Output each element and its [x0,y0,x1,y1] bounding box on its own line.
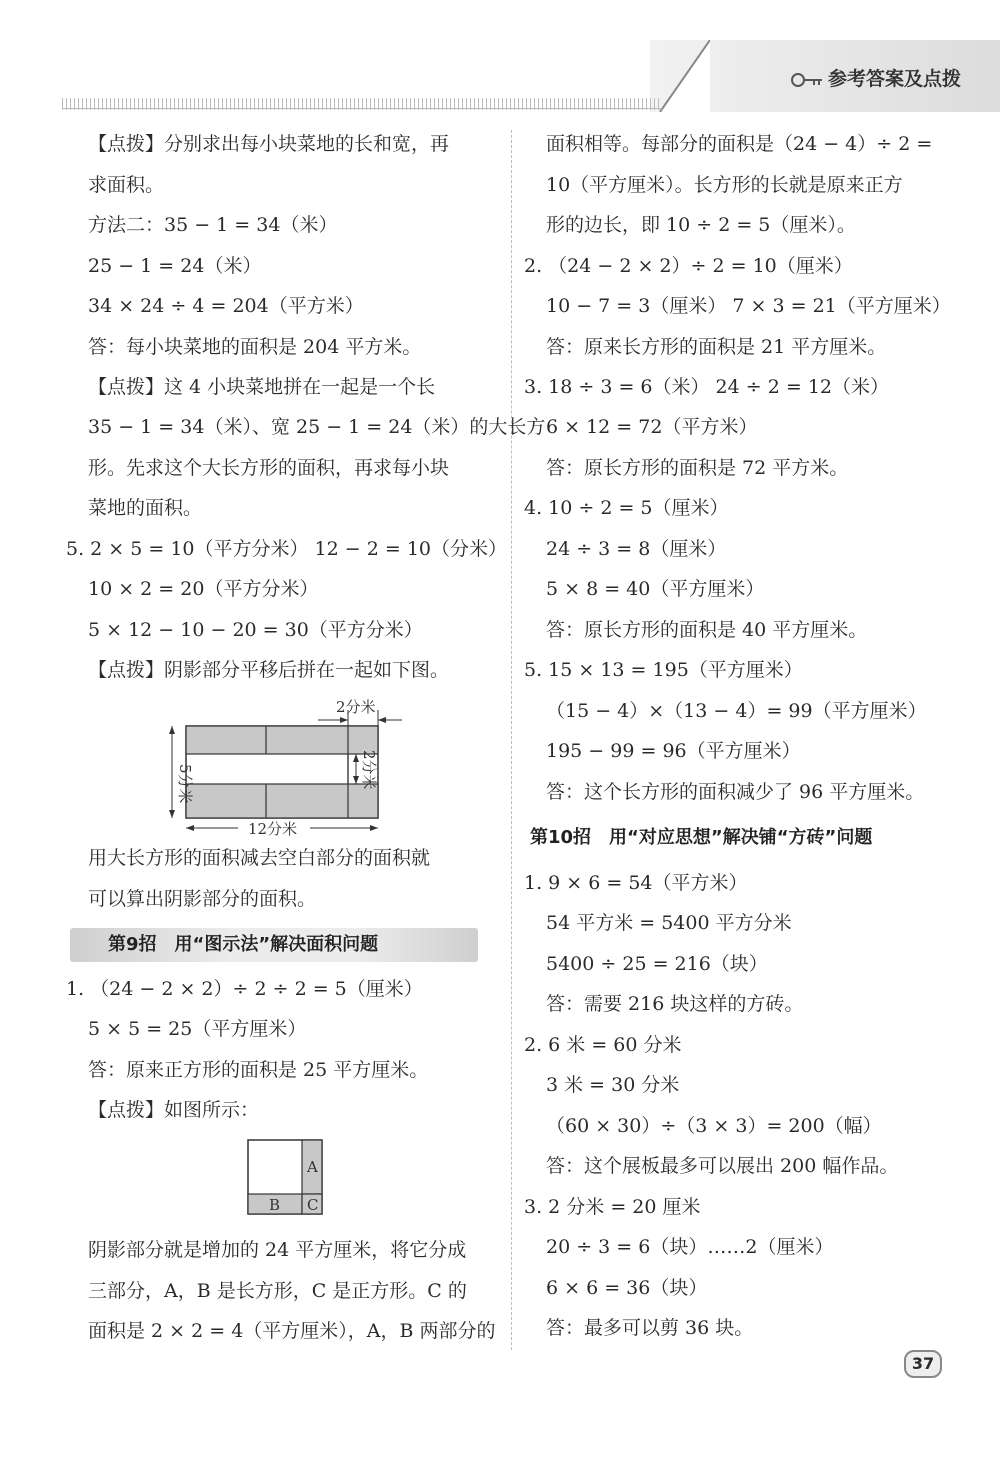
right-line: 4. 10 ÷ 2 = 5（厘米） [524,497,729,519]
left-line: 菜地的面积。 [88,497,203,519]
left-line: 形。先求这个大长方形的面积，再求每小块 [88,457,450,479]
left-line: 1. （24 − 2 × 2）÷ 2 ÷ 2 = 5（厘米） [66,978,423,1000]
right-line: 3. 18 ÷ 3 = 6（米） 24 ÷ 2 = 12（米） [524,376,889,398]
page-number: 37 [904,1350,942,1378]
shaded-strip-bottom [186,784,378,818]
left-line: 答：原来正方形的面积是 25 平方厘米。 [88,1059,429,1081]
right-line: 24 ÷ 3 = 8（厘米） [546,538,727,560]
left-line: 5 × 12 − 10 − 20 = 30（平方分米） [88,619,423,641]
right-line: 54 平方米 = 5400 平方分米 [546,912,792,934]
left-line: 三部分，A，B 是长方形，C 是正方形。C 的 [88,1280,467,1302]
section-heading-10: 第10招 用“对应思想”解决铺“方砖”问题 [530,827,873,848]
right-line: 形的边长，即 10 ÷ 2 = 5（厘米）。 [546,214,856,236]
right-line: 5 × 8 = 40（平方厘米） [546,578,765,600]
key-icon [790,72,824,88]
right-line: 5400 ÷ 25 = 216（块） [546,953,768,975]
right-line: 3 米 = 30 分米 [546,1074,680,1096]
left-line: 面积是 2 × 2 = 4（平方厘米），A，B 两部分的 [88,1320,496,1342]
right-line: 1. 9 × 6 = 54（平方米） [524,872,748,894]
right-line: （15 − 4）×（13 − 4）= 99（平方厘米） [546,700,927,722]
left-line: 【点拨】阴影部分平移后拼在一起如下图。 [88,659,450,681]
region-a-label: A [307,1158,318,1176]
right-line: 答：原长方形的面积是 72 平方米。 [546,457,849,479]
fig1-left-label: 5分米 [176,764,194,804]
left-line: 【点拨】这 4 小块菜地拼在一起是一个长 [88,376,436,398]
right-line: 答：需要 216 块这样的方砖。 [546,993,804,1015]
left-line: 可以算出阴影部分的面积。 [88,888,317,910]
right-line: 20 ÷ 3 = 6（块）……2（厘米） [546,1236,834,1258]
left-line: 25 − 1 = 24（米） [88,255,262,277]
figure-square-abc [244,1138,324,1218]
left-line: 方法二：35 − 1 = 34（米） [88,214,338,236]
left-line: 求面积。 [88,174,165,196]
fig1-bottom-label: 12分米 [248,820,298,838]
right-line: 2. （24 − 2 × 2）÷ 2 = 10（厘米） [524,255,853,277]
right-line: 5. 15 × 13 = 195（平方厘米） [524,659,803,681]
right-line: 10（平方厘米）。长方形的长就是原来正方 [546,174,903,196]
fig1-top-label: 2分米 [336,698,376,716]
column-divider [511,130,512,1350]
right-line: 答：这个展板最多可以展出 200 幅作品。 [546,1155,899,1177]
right-line: 答：这个长方形的面积减少了 96 平方厘米。 [546,781,925,803]
right-line: 195 − 99 = 96（平方厘米） [546,740,801,762]
right-line: 答：原来长方形的面积是 21 平方厘米。 [546,336,887,358]
left-line: 10 × 2 = 20（平方分米） [88,578,319,600]
left-line: 5. 2 × 5 = 10（平方分米） 12 − 2 = 10（分米） [66,538,507,560]
left-line: 34 × 24 ÷ 4 = 204（平方米） [88,295,364,317]
section-heading-9: 第9招 用“图示法”解决面积问题 [70,928,478,962]
shaded-strip-top [186,726,378,754]
right-line: 6 × 12 = 72（平方米） [546,416,758,438]
region-c-label: C [307,1196,319,1214]
figure-shaded-strips [150,690,420,838]
right-line: 答：最多可以剪 36 块。 [546,1317,754,1339]
right-line: 10 − 7 = 3（厘米） 7 × 3 = 21（平方厘米） [546,295,951,317]
header-title: 参考答案及点拨 [828,68,962,90]
left-line: 35 − 1 = 34（米）、宽 25 − 1 = 24（米）的大长方 [88,416,546,438]
fig1-right-label: 2分米 [360,750,378,790]
right-line: （60 × 30）÷（3 × 3）= 200（幅） [546,1115,882,1137]
left-line: 答：每小块菜地的面积是 204 平方米。 [88,336,422,358]
right-line: 答：原长方形的面积是 40 平方厘米。 [546,619,868,641]
right-line: 2. 6 米 = 60 分米 [524,1034,682,1056]
left-line: 【点拨】如图所示： [88,1099,260,1121]
left-line: 阴影部分就是增加的 24 平方厘米，将它分成 [88,1239,467,1261]
right-line: 3. 2 分米 = 20 厘米 [524,1196,701,1218]
header-ruler-line [62,108,662,109]
left-line: 【点拨】分别求出每小块菜地的长和宽，再 [88,133,450,155]
right-line: 面积相等。每部分的面积是（24 − 4）÷ 2 = [546,133,933,155]
left-line: 5 × 5 = 25（平方厘米） [88,1018,307,1040]
left-line: 用大长方形的面积减去空白部分的面积就 [88,847,431,869]
region-b-label: B [269,1196,281,1214]
right-line: 6 × 6 = 36（块） [546,1277,708,1299]
